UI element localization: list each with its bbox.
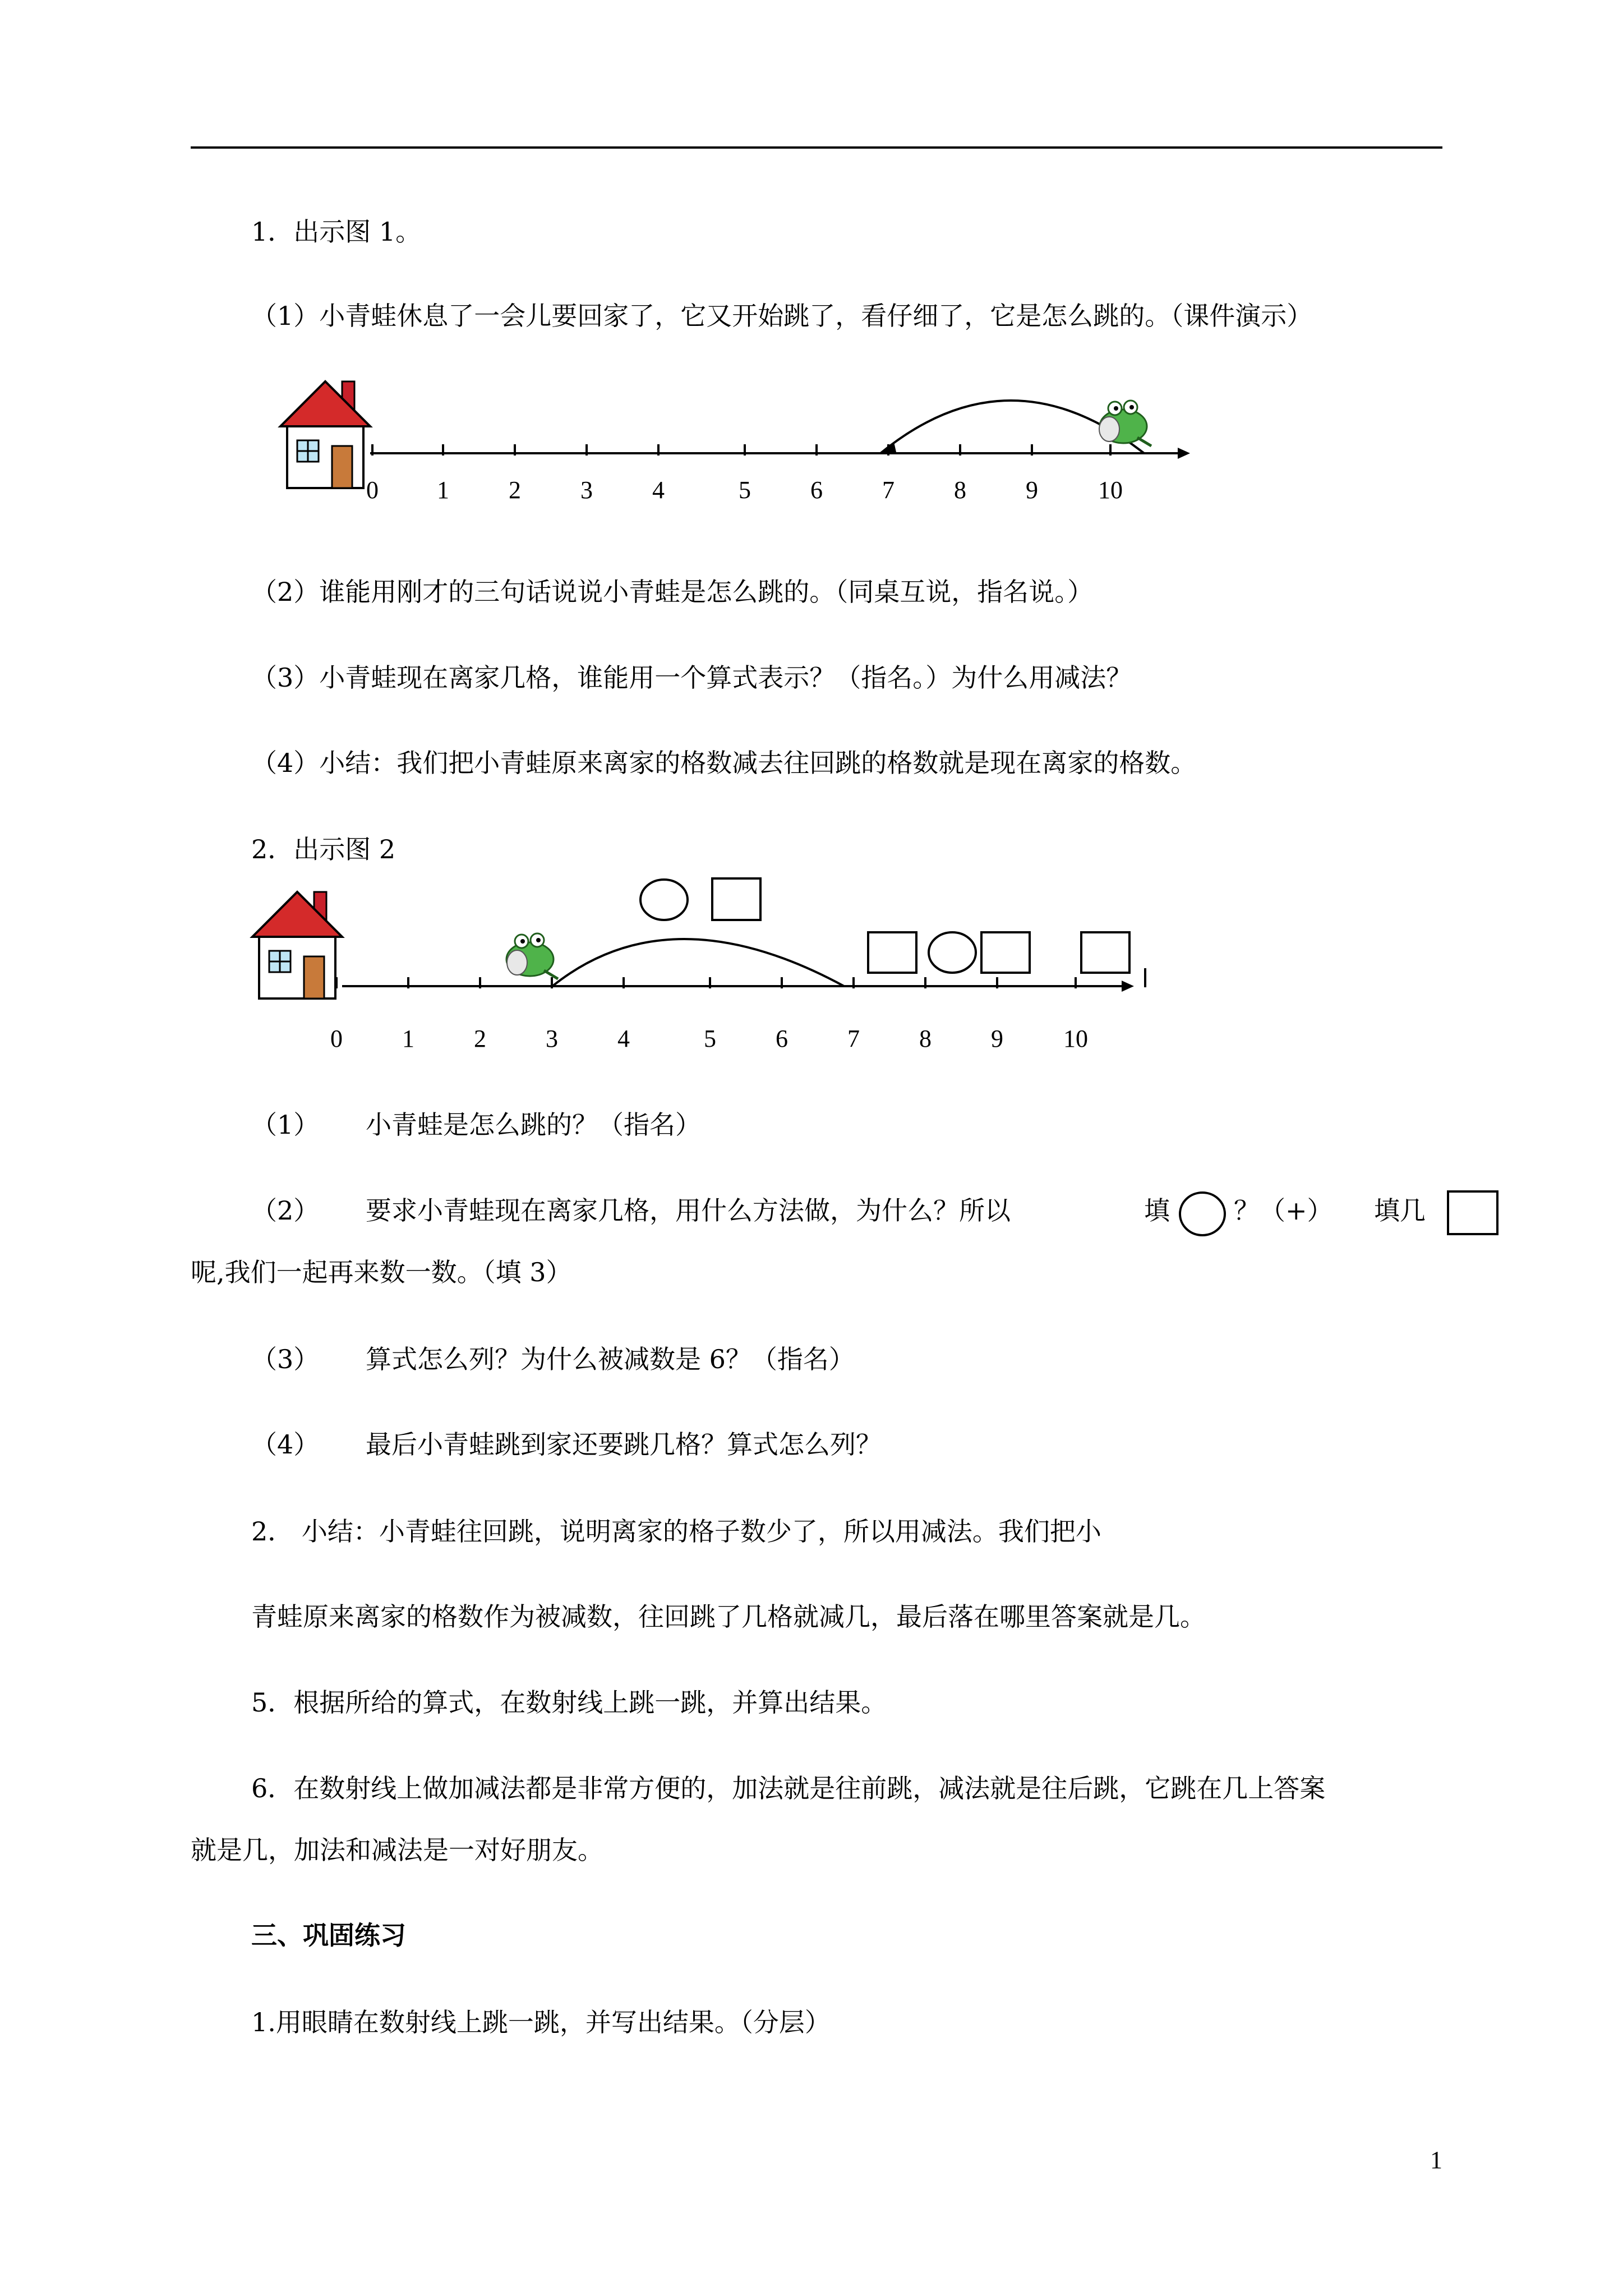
item-6-line-1: 6．在数射线上做加减法都是非常方便的，加法就是往前跳，减法就是往后跳，它跳在几上答案 bbox=[251, 1773, 1326, 1803]
tick-label: 3 bbox=[546, 1025, 558, 1052]
paragraph: （4）小结：我们把小青蛙原来离家的格数减去往回跳的格数就是现在离家的格数。 bbox=[251, 748, 1197, 778]
q2-fill-label-2: 填几 bbox=[1374, 1195, 1426, 1226]
tick-label: 2 bbox=[509, 476, 521, 504]
house-icon bbox=[252, 892, 342, 999]
tick-label: 9 bbox=[991, 1025, 1003, 1052]
tick-label: 6 bbox=[776, 1025, 788, 1052]
tick-label: 7 bbox=[847, 1025, 860, 1052]
q2-continued: 呢,我们一起再来数一数。（填 3） bbox=[191, 1257, 572, 1287]
tick-label: 4 bbox=[652, 476, 665, 504]
tick-label: 10 bbox=[1063, 1025, 1088, 1052]
number-line-figure-2 bbox=[241, 864, 1166, 1066]
q4-number: （4） bbox=[251, 1429, 320, 1460]
q2-number: （2） bbox=[251, 1195, 320, 1226]
tick-label: 3 bbox=[580, 476, 593, 504]
answer-box bbox=[981, 932, 1030, 973]
tick-label: 2 bbox=[474, 1025, 486, 1052]
item-6-line-2: 就是几，加法和减法是一对好朋友。 bbox=[191, 1835, 603, 1865]
section-heading: 三、巩固练习 bbox=[251, 1920, 406, 1950]
answer-circle bbox=[929, 932, 976, 973]
answer-box bbox=[712, 878, 760, 920]
answer-box bbox=[868, 932, 916, 973]
tick-label: 9 bbox=[1026, 476, 1038, 504]
tick-label: 5 bbox=[704, 1025, 716, 1052]
q1-number: （1） bbox=[251, 1110, 320, 1140]
q2-text: 要求小青蛙现在离家几格，用什么方法做，为什么？所以 bbox=[366, 1195, 1011, 1226]
tick-label: 8 bbox=[919, 1025, 932, 1052]
tick-label: 5 bbox=[739, 476, 751, 504]
q3-number: （3） bbox=[251, 1344, 320, 1374]
summary-line-2: 青蛙原来离家的格数作为被减数，往回跳了几格就减几，最后落在哪里答案就是几。 bbox=[251, 1602, 1206, 1632]
tick-label: 10 bbox=[1098, 476, 1123, 504]
q3-text: 算式怎么列？为什么被减数是 6？（指名） bbox=[366, 1344, 855, 1374]
paragraph: （2）谁能用刚才的三句话说说小青蛙是怎么跳的。（同桌互说，指名说。） bbox=[251, 577, 1094, 607]
tick-label: 8 bbox=[954, 476, 966, 504]
item-2-heading: 2．出示图 2 bbox=[251, 834, 396, 864]
house-icon bbox=[280, 381, 370, 488]
answer-circle bbox=[1175, 1189, 1229, 1239]
answer-box bbox=[1081, 932, 1129, 973]
paragraph: （3）小青蛙现在离家几格，谁能用一个算式表示？（指名。）为什么用减法？ bbox=[251, 662, 1132, 693]
frog-icon bbox=[1099, 401, 1151, 446]
exercise-1: 1.用眼睛在数射线上跳一跳，并写出结果。（分层） bbox=[251, 2007, 831, 2037]
paragraph: （1）小青蛙休息了一会儿要回家了，它又开始跳了，看仔细了，它是怎么跳的。（课件演示） bbox=[251, 301, 1313, 331]
summary-line-1: 2． 小结：小青蛙往回跳，说明离家的格子数少了，所以用减法。我们把小 bbox=[251, 1516, 1101, 1547]
item-1-heading: 1．出示图 1。 bbox=[251, 217, 422, 247]
q4-text: 最后小青蛙跳到家还要跳几格？算式怎么列？ bbox=[366, 1429, 882, 1460]
tick-label: 1 bbox=[437, 476, 449, 504]
tick-label: 7 bbox=[882, 476, 895, 504]
q2-fill-label: 填 bbox=[1144, 1195, 1170, 1226]
number-line-figure-1 bbox=[269, 370, 1195, 516]
tick-label: 1 bbox=[402, 1025, 414, 1052]
answer-box bbox=[1447, 1190, 1498, 1235]
header-rule bbox=[191, 146, 1442, 149]
page-number: 1 bbox=[1430, 2146, 1442, 2174]
tick-label: 4 bbox=[617, 1025, 630, 1052]
q1-text: 小青蛙是怎么跳的？（指名） bbox=[366, 1110, 701, 1140]
answer-circle bbox=[640, 880, 688, 920]
q2-after: ？（+） bbox=[1234, 1195, 1333, 1226]
tick-label: 6 bbox=[810, 476, 823, 504]
item-5: 5．根据所给的算式，在数射线上跳一跳，并算出结果。 bbox=[251, 1687, 887, 1718]
frog-icon bbox=[506, 933, 558, 979]
tick-label: 0 bbox=[330, 1025, 343, 1052]
tick-label: 0 bbox=[366, 476, 379, 504]
